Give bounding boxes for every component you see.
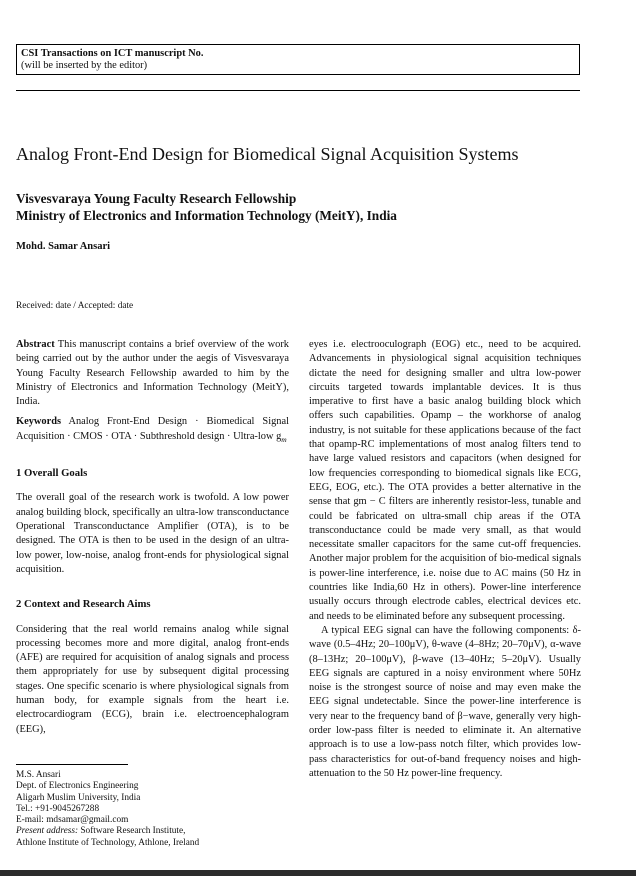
footnote-present-line2: Athlone Institute of Technology, Athlone, Ireland (16, 837, 200, 848)
footnote-email: E-mail: mdsamar@gmail.com (16, 815, 129, 826)
right-paragraph-1: eyes i.e. electrooculograph (EOG) etc., need to be acquired. Advancements in physiological signal acquisition techniques dictate the need for designing smaller and ultra low-power circuits targeted towards implantable devices. It is thus imperative to first have a basic analog building block which offers such capabilities. Opamp – the workhorse of analog industry, is not suitable for these applications because of the fact that opamp-RC implementations of most analog filters tend to have large valued resistors and capacitors (when designed for low frequencies corresponding to biomedical signals like ECG, EEG, EOG, etc.). The OTA provides a better alternative in the sense that gm − C filters are inherently resistor-less, tunable and could be fabricated on ultra-small chip areas if the OTA transconductance could be made very small, as that would necessitate smaller capacitors for the same cut-off frequencies. Another major problem for the acquisition of bio-medical signals is power-line interference, i.e. noise due to AC mains (50 Hz in countries like India,60 Hz in others). Power-line interference usually occurs through electrode cables, electrical devices etc. and needs to be eliminated before any subsequent processing. (309, 339, 581, 622)
footnote-univ: Aligarh Muslim University, India (16, 792, 141, 803)
footnote-present (16, 826, 296, 837)
footnote-rule (16, 764, 128, 765)
abstract-label: Abstract (16, 339, 55, 350)
section-text: Considering that the real world remains analog while signal processing becomes more and more digital, analog front-ends (AFE) are required for acquisition of analog signals and process them appropriately for use by subsequent digital processing stages. One specific scenario is where physiological signals from human body, for example signals from the heart i.e. electrocardiogram (ECG), brain i.e. electroencephalogram (EEG), (16, 623, 289, 735)
journal-header-box (16, 44, 580, 75)
received-line: Received: date / Accepted: date (16, 301, 134, 311)
footnote-tel: Tel.: +91-9045267288 (16, 803, 100, 814)
editor-note: (will be inserted by the editor) (21, 59, 148, 71)
keywords (16, 415, 289, 447)
subtitle-line-2: Ministry of Electronics and Information Technology (MeitY), India (16, 208, 397, 223)
right-paragraph-2: A typical EEG signal can have the following components: δ-wave (0.5–4Hz; 20–100μV), θ-wave (4–8Hz; 20–70μV), α-wave (8–13Hz; 20–100μV), β-wave (13–40Hz; 5–20μV). Usually EEG signals are captured in a noisy environment where 50Hz noise is the strongest source of noise and may even make the EEG signal undetectable. Since the power-line interference is very near to the frequency band of β−wave, generally very high-order low-pass filter is needed to eliminate it. An alternative approach is to use a low-pass notch filter, which provides low-pass characteristics for out-of-band frequency noises and high-attenuation to the 50 Hz power-line frequency. (309, 624, 581, 779)
author-footnote (16, 770, 296, 849)
keywords-label: Keywords (16, 416, 62, 428)
right-column (309, 338, 581, 781)
section-text: The overall goal of the research work is twofold. A low power analog building block, specifically an ultra-low transconductance Operational Transconductance Amplifier (OTA), is to be designed. The OTA is then to be used in the design of an ultra-low power, low-noise, analog front-ends for physiological signal acquisition. (16, 492, 289, 575)
left-column (16, 338, 289, 737)
subtitle-line-1: Visvesvaraya Young Faculty Research Fellowship (16, 191, 297, 206)
bottom-bar (0, 870, 636, 876)
present-label: Present address: (16, 826, 79, 837)
present-text: Software Research Institute, (80, 826, 186, 837)
paper-title: Analog Front-End Design for Biomedical Signal Acquisition Systems (16, 144, 519, 164)
keywords-text: Analog Front-End Design · Biomedical Signal Acquisition · CMOS · OTA · Subthreshold design · Ultra-low g (16, 416, 289, 442)
header-rule (16, 90, 580, 91)
footnote-name: M.S. Ansari (16, 770, 61, 780)
journal-line: CSI Transactions on ICT manuscript No. (21, 48, 204, 59)
abstract-text: This manuscript contains a brief overview of the work being carried out by the author under the aegis of Visvesvaraya Young Faculty Research Fellowship awarded to him by the Ministry of Electronics and Information Technology (MeitY), India. (16, 339, 289, 408)
section-heading: 2 Context and Research Aims (16, 598, 151, 611)
footnote-dept: Dept. of Electronics Engineering (16, 781, 139, 792)
abstract (16, 338, 289, 409)
paper-subtitle (16, 190, 616, 224)
section-heading: 1 Overall Goals (16, 467, 88, 480)
keywords-sub: m (281, 434, 287, 444)
author-name: Mohd. Samar Ansari (16, 241, 111, 252)
